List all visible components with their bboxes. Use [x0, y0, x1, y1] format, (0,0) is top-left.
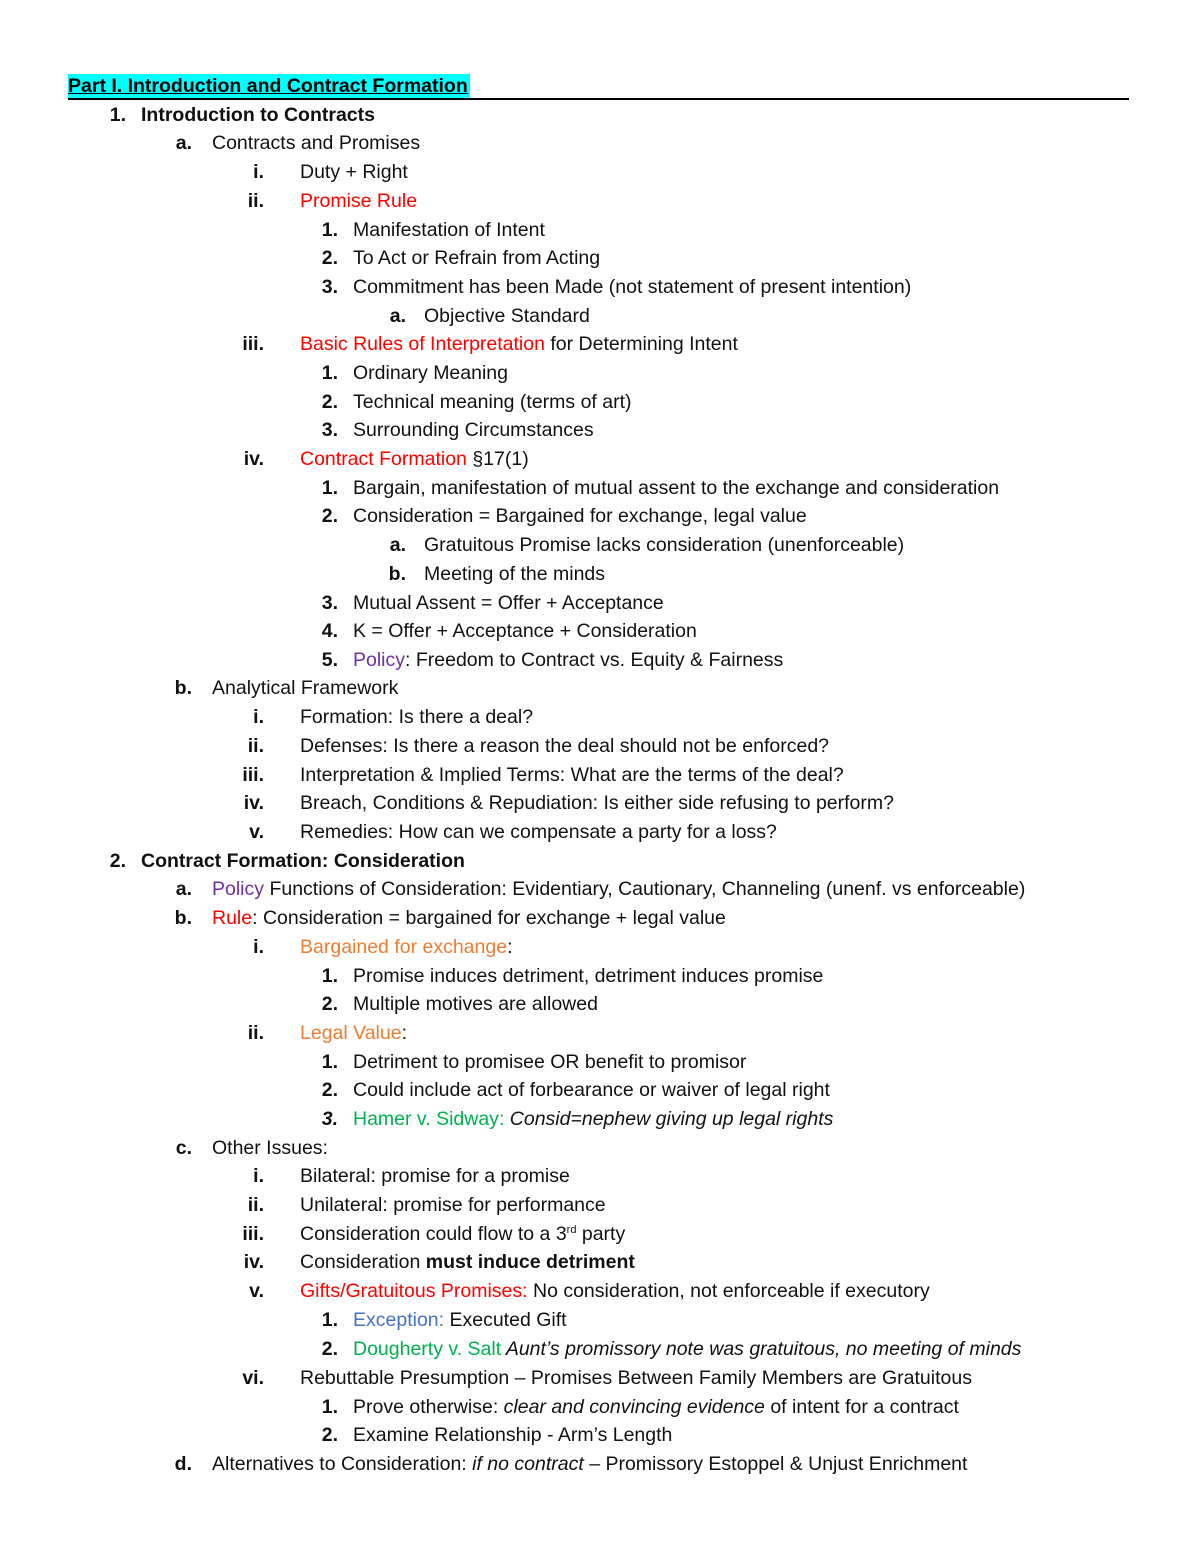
list-text: Rebuttable Presumption – Promises Between Family Members are Gratuitous: [300, 1367, 972, 1389]
list-marker: 1.: [321, 1309, 338, 1331]
list-marker: 1.: [321, 1396, 338, 1418]
list-marker: 3.: [321, 419, 338, 441]
list-marker: iv.: [243, 1251, 264, 1273]
list-text: Defenses: Is there a reason the deal should not be enforced?: [300, 735, 830, 757]
list-marker: iii.: [242, 333, 264, 355]
list-marker: 2.: [321, 1079, 338, 1101]
list-text: Consideration must induce detriment: [300, 1251, 635, 1273]
list-marker: i.: [253, 936, 264, 958]
list-marker: i.: [253, 706, 264, 728]
list-text: Dougherty v. Salt Aunt’s promissory note was gratuitous, no meeting of minds: [353, 1338, 1022, 1360]
list-marker: ii.: [247, 1022, 264, 1044]
list-text: Multiple motives are allowed: [353, 993, 598, 1015]
list-text: Rule: Consideration = bargained for exchange + legal value: [212, 907, 726, 929]
list-marker: v.: [249, 821, 264, 843]
list-text: Unilateral: promise for performance: [300, 1194, 606, 1216]
list-text: Bilateral: promise for a promise: [300, 1165, 570, 1187]
list-text: Bargain, manifestation of mutual assent to the exchange and consideration: [353, 477, 1000, 499]
list-marker: ii.: [247, 190, 264, 212]
list-text: Breach, Conditions & Repudiation: Is either side refusing to perform?: [300, 792, 894, 814]
list-text: Alternatives to Consideration: if no contract – Promissory Estoppel & Unjust Enrichment: [212, 1453, 968, 1475]
list-text: Commitment has been Made (not statement of present intention): [353, 276, 912, 298]
list-text: Detriment to promisee OR benefit to promisor: [353, 1051, 747, 1073]
list-marker: i.: [253, 161, 264, 183]
list-marker: b.: [174, 907, 192, 929]
list-text: Promise induces detriment, detriment induces promise: [353, 965, 824, 987]
list-marker: 1.: [109, 104, 126, 126]
list-text: To Act or Refrain from Acting: [353, 247, 601, 269]
list-marker: iii.: [242, 764, 264, 786]
list-marker: 1.: [321, 219, 338, 241]
list-marker: 2.: [321, 1424, 338, 1446]
list-text: Exception: Executed Gift: [353, 1309, 567, 1331]
list-marker: ii.: [247, 735, 264, 757]
list-marker: a.: [389, 305, 406, 327]
list-marker: 1.: [321, 1051, 338, 1073]
list-marker: 3.: [321, 276, 338, 298]
list-text: Formation: Is there a deal?: [300, 706, 534, 728]
list-text: Consideration = Bargained for exchange, legal value: [353, 505, 807, 527]
list-marker: 4.: [321, 620, 338, 642]
list-marker: 3.: [321, 1108, 338, 1130]
list-marker: ii.: [247, 1194, 264, 1216]
list-text: Basic Rules of Interpretation for Determining Intent: [300, 333, 738, 355]
list-marker: 5.: [321, 649, 338, 671]
list-text: Duty + Right: [300, 161, 408, 183]
section-heading-row: [68, 74, 1129, 100]
list-marker: 1.: [321, 362, 338, 384]
list-text: Technical meaning (terms of art): [353, 391, 632, 413]
section-title: Part I. Introduction and Contract Formation: [68, 75, 468, 97]
list-marker: iv.: [243, 792, 264, 814]
list-text: Promise Rule: [300, 190, 418, 212]
list-marker: 2.: [321, 391, 338, 413]
list-text: Bargained for exchange:: [300, 936, 513, 958]
list-text: Could include act of forbearance or waiver of legal right: [353, 1079, 830, 1101]
list-text: Policy: Freedom to Contract vs. Equity & Fairness: [353, 649, 784, 671]
list-marker: a.: [175, 132, 192, 154]
list-marker: v.: [249, 1280, 264, 1302]
list-text: Contracts and Promises: [212, 132, 421, 154]
list-marker: 2.: [321, 505, 338, 527]
list-text: Interpretation & Implied Terms: What are the terms of the deal?: [300, 764, 844, 786]
list-text: Mutual Assent = Offer + Acceptance: [353, 592, 664, 614]
list-text: Policy Functions of Consideration: Evidentiary, Cautionary, Channeling (unenf. vs enforceable): [212, 878, 1026, 900]
list-marker: 2.: [321, 247, 338, 269]
list-marker: 2.: [109, 850, 126, 872]
list-text: Other Issues:: [212, 1137, 328, 1159]
list-text: K = Offer + Acceptance + Consideration: [353, 620, 697, 642]
list-text: Manifestation of Intent: [353, 219, 545, 241]
list-text: Gifts/Gratuitous Promises: No consideration, not enforceable if executory: [300, 1280, 930, 1302]
list-marker: 1.: [321, 477, 338, 499]
list-marker: 1.: [321, 965, 338, 987]
list-marker: 2.: [321, 993, 338, 1015]
list-marker: a.: [389, 534, 406, 556]
list-marker: 2.: [321, 1338, 338, 1360]
superscript: rd: [566, 1224, 577, 1236]
list-text: Surrounding Circumstances: [353, 419, 594, 441]
list-text: Objective Standard: [424, 305, 590, 327]
list-marker: d.: [174, 1453, 192, 1475]
list-text: Remedies: How can we compensate a party for a loss?: [300, 821, 777, 843]
list-marker: iv.: [243, 448, 264, 470]
list-text: Meeting of the minds: [424, 563, 606, 585]
list-text: Hamer v. Sidway: Consid=nephew giving up legal rights: [353, 1108, 834, 1130]
list-marker: vi.: [242, 1367, 264, 1389]
list-text: Introduction to Contracts: [141, 104, 375, 126]
list-text: Analytical Framework: [212, 677, 399, 699]
list-marker: b.: [388, 563, 406, 585]
list-marker: i.: [253, 1165, 264, 1187]
list-marker: a.: [175, 878, 192, 900]
list-text: Contract Formation: Consideration: [141, 850, 465, 872]
list-text: Examine Relationship - Arm’s Length: [353, 1424, 673, 1446]
list-text: Contract Formation §17(1): [300, 448, 529, 470]
list-text: Consideration could flow to a 3rd party: [300, 1223, 626, 1245]
list-text: Legal Value:: [300, 1022, 407, 1044]
list-text: Gratuitous Promise lacks consideration (unenforceable): [424, 534, 905, 556]
list-text: Prove otherwise: clear and convincing evidence of intent for a contract: [353, 1396, 959, 1418]
list-marker: c.: [175, 1137, 192, 1159]
list-marker: b.: [174, 677, 192, 699]
list-text: Ordinary Meaning: [353, 362, 508, 384]
list-marker: 3.: [321, 592, 338, 614]
list-marker: iii.: [242, 1223, 264, 1245]
